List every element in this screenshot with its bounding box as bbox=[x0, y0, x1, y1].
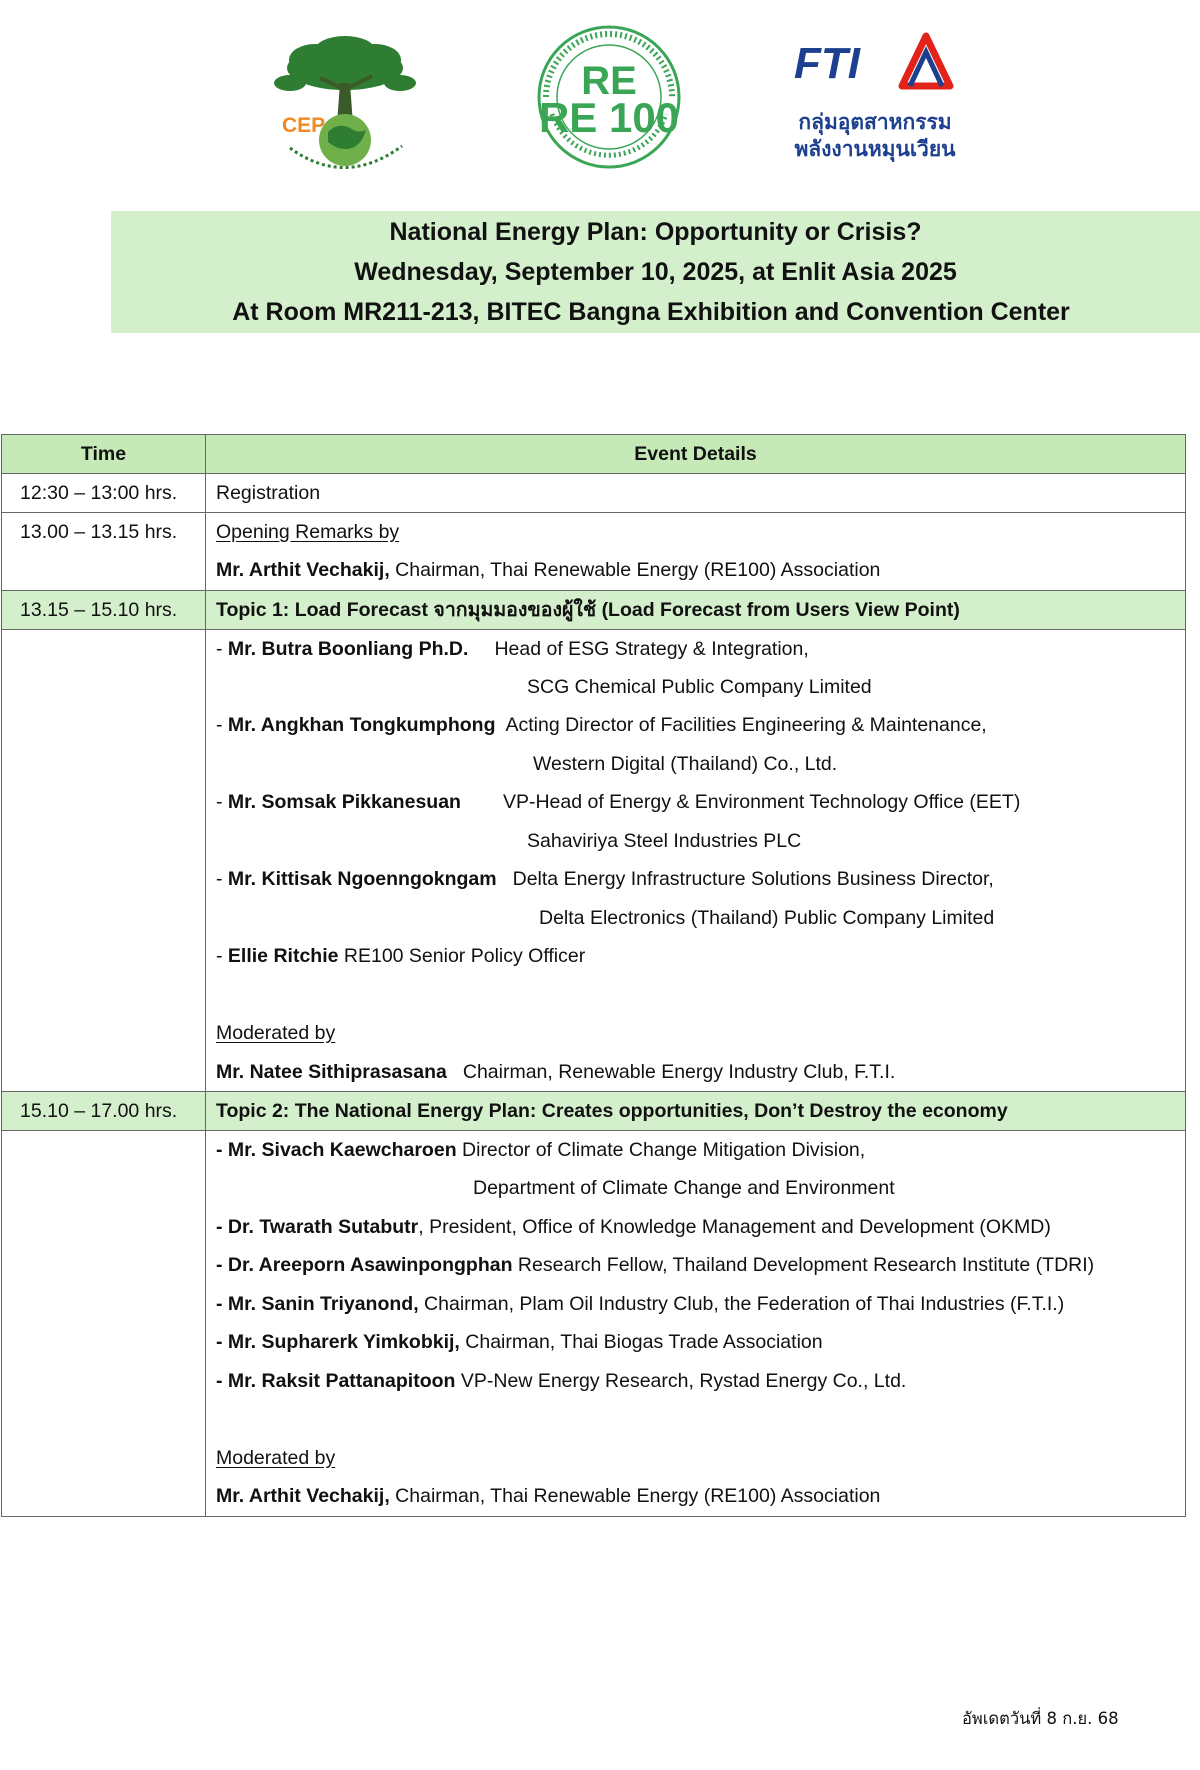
time-cell: 13.00 – 13.15 hrs. bbox=[2, 513, 206, 591]
svg-text:RE: RE bbox=[581, 59, 637, 103]
time-cell-empty bbox=[2, 629, 206, 1092]
event-date: Wednesday, September 10, 2025, at Enlit Asia 2025 bbox=[354, 258, 957, 286]
panelist-name: Mr. Supharerk Yimkobkij, bbox=[227, 1331, 460, 1353]
topic-title: Topic 1: Load Forecast จากมุมมองของผู้ใช้ (Load Forecast from Users View Point) bbox=[216, 598, 960, 621]
fti-thai-line2: พลังงานหมุนเวียน bbox=[794, 137, 956, 161]
panelist: - Mr. Angkhan Tongkumphong Acting Director of Facilities Engineering & Maintenance, bbox=[216, 714, 987, 736]
panelist: - Mr. Somsak Pikkanesuan VP-Head of Energy & Environment Technology Office (EET) bbox=[216, 791, 1021, 813]
panelist: - Mr. Sivach Kaewcharoen Director of Climate Change Mitigation Division, bbox=[216, 1139, 866, 1161]
column-header-time: Time bbox=[2, 435, 206, 474]
column-header-details: Event Details bbox=[206, 435, 1186, 474]
re100-logo bbox=[534, 22, 684, 172]
spacer bbox=[216, 976, 1185, 1015]
cep-logo-text: CEP bbox=[282, 114, 326, 137]
speaker-role: Chairman, Thai Renewable Energy (RE100) Association bbox=[389, 559, 881, 581]
moderator-name: Mr. Natee Sithiprasasana bbox=[216, 1060, 447, 1083]
panelist-name: Mr. Angkhan Tongkumphong bbox=[227, 714, 496, 736]
panelist: - Ellie Ritchie RE100 Senior Policy Officer bbox=[216, 945, 586, 967]
table-row-panel bbox=[2, 1131, 1186, 1517]
fti-thai-line1: กลุ่มอุตสาหกรรม bbox=[798, 110, 952, 134]
moderated-by-label: Moderated by bbox=[216, 1446, 336, 1469]
fti-logo-text: FTI bbox=[794, 39, 860, 88]
table-row-panel bbox=[2, 629, 1186, 1092]
cep-logo bbox=[270, 28, 420, 178]
panelist-role: , President, Office of Knowledge Management and Development (OKMD) bbox=[418, 1215, 1051, 1238]
registration-text: Registration bbox=[216, 482, 321, 504]
moderator bbox=[216, 1477, 1185, 1516]
panelist: - Mr. Kittisak Ngoenngokngam Delta Energy Infrastructure Solutions Business Director, bbox=[216, 868, 994, 890]
panelist-name: Mr. Sivach Kaewcharoen bbox=[227, 1139, 457, 1161]
panelist-name: Mr. Kittisak Ngoenngokngam bbox=[227, 868, 497, 890]
panelist-org: Department of Climate Change and Environment bbox=[473, 1177, 895, 1199]
details-cell bbox=[206, 1131, 1186, 1517]
moderator-role: Chairman, Renewable Energy Industry Club, F.T.I. bbox=[462, 1060, 896, 1083]
panelist: - Mr. Sanin Triyanond, Chairman, Plam Oil Industry Club, the Federation of Thai Industries (F.T.I.) bbox=[216, 1292, 1065, 1315]
details-cell bbox=[206, 590, 1186, 629]
fti-mark bbox=[790, 28, 960, 103]
table-row-topic bbox=[2, 1092, 1186, 1131]
panelist-role: Research Fellow, Thailand Development Research Institute (TDRI) bbox=[512, 1254, 1095, 1276]
panelist-name: Mr. Butra Boonliang Ph.D. bbox=[227, 637, 469, 660]
details-cell bbox=[206, 513, 1186, 591]
panelist-role: Head of ESG Strategy & Integration, bbox=[494, 637, 809, 660]
panelist-role: Chairman, Thai Biogas Trade Association bbox=[459, 1331, 823, 1353]
panelist-name: Mr. Raksit Pattanapitoon bbox=[227, 1369, 456, 1392]
logo-strip bbox=[0, 22, 1200, 182]
panelist-role: Director of Climate Change Mitigation Division, bbox=[456, 1139, 866, 1161]
panelist-org: SCG Chemical Public Company Limited bbox=[527, 675, 872, 698]
panelist-name: Mr. Sanin Triyanond, bbox=[227, 1292, 419, 1315]
details-cell bbox=[206, 474, 1186, 513]
panelist-name: Mr. Somsak Pikkanesuan bbox=[227, 791, 461, 813]
panelist: - Dr. Areeporn Asawinpongphan Research Fellow, Thailand Development Research Institute (TDRI) bbox=[216, 1254, 1095, 1276]
panelist-org: Sahaviriya Steel Industries PLC bbox=[527, 829, 802, 852]
opening-remarks-label: Opening Remarks by bbox=[216, 521, 400, 543]
title-banner bbox=[111, 211, 1200, 333]
event-venue: At Room MR211-213, BITEC Bangna Exhibition and Convention Center bbox=[232, 298, 1070, 326]
time-cell: 12:30 – 13:00 hrs. bbox=[2, 474, 206, 513]
panelist-role: VP-New Energy Research, Rystad Energy Co., Ltd. bbox=[455, 1369, 907, 1392]
spacer bbox=[216, 1400, 1185, 1439]
panelist: - Mr. Supharerk Yimkobkij, Chairman, Thai Biogas Trade Association bbox=[216, 1331, 823, 1353]
event-title: National Energy Plan: Opportunity or Crisis? bbox=[389, 218, 922, 246]
panelist-role: Acting Director of Facilities Engineering & Maintenance, bbox=[505, 714, 987, 736]
moderated-by-label: Moderated by bbox=[216, 1022, 336, 1044]
details-cell bbox=[206, 1092, 1186, 1131]
moderator bbox=[216, 1053, 1185, 1092]
moderator-name: Mr. Arthit Vechakij, bbox=[216, 1485, 390, 1507]
panelist-role: Chairman, Plam Oil Industry Club, the Federation of Thai Industries (F.T.I.) bbox=[418, 1292, 1065, 1315]
panelist-name: Dr. Areeporn Asawinpongphan bbox=[227, 1254, 513, 1276]
speaker-name: Mr. Arthit Vechakij, bbox=[216, 559, 390, 581]
details-cell bbox=[206, 629, 1186, 1092]
table-row-topic bbox=[2, 590, 1186, 629]
panelist-role: Delta Energy Infrastructure Solutions Business Director, bbox=[512, 868, 994, 890]
panelist: - Dr. Twarath Sutabutr, President, Office of Knowledge Management and Development (OKMD) bbox=[216, 1215, 1051, 1238]
panelist-org: Western Digital (Thailand) Co., Ltd. bbox=[533, 752, 838, 775]
time-cell-empty bbox=[2, 1131, 206, 1517]
panelist-name: Ellie Ritchie bbox=[227, 945, 339, 967]
agenda-table bbox=[1, 434, 1186, 1517]
time-cell: 13.15 – 15.10 hrs. bbox=[2, 590, 206, 629]
table-row bbox=[2, 513, 1186, 591]
table-row bbox=[2, 474, 1186, 513]
panelist-name: Dr. Twarath Sutabutr bbox=[227, 1215, 419, 1238]
panelist-role: RE100 Senior Policy Officer bbox=[338, 945, 586, 967]
updated-date: อัพเดตวันที่ 8 ก.ย. 68 bbox=[962, 1709, 1119, 1728]
fti-logo bbox=[790, 28, 960, 178]
time-cell: 15.10 – 17.00 hrs. bbox=[2, 1092, 206, 1131]
panelist-org: Delta Electronics (Thailand) Public Company Limited bbox=[539, 906, 995, 929]
re100-logo-text: RE 100 bbox=[538, 94, 680, 141]
panelist-role: VP-Head of Energy & Environment Technology Office (EET) bbox=[502, 791, 1021, 813]
panelist: - Mr. Butra Boonliang Ph.D. Head of ESG Strategy & Integration, bbox=[216, 637, 809, 660]
topic-title: Topic 2: The National Energy Plan: Creates opportunities, Don’t Destroy the economy bbox=[216, 1100, 1008, 1122]
table-header-row bbox=[2, 435, 1186, 474]
panelist: - Mr. Raksit Pattanapitoon VP-New Energy Research, Rystad Energy Co., Ltd. bbox=[216, 1369, 907, 1392]
moderator-role: Chairman, Thai Renewable Energy (RE100) Association bbox=[389, 1485, 881, 1507]
